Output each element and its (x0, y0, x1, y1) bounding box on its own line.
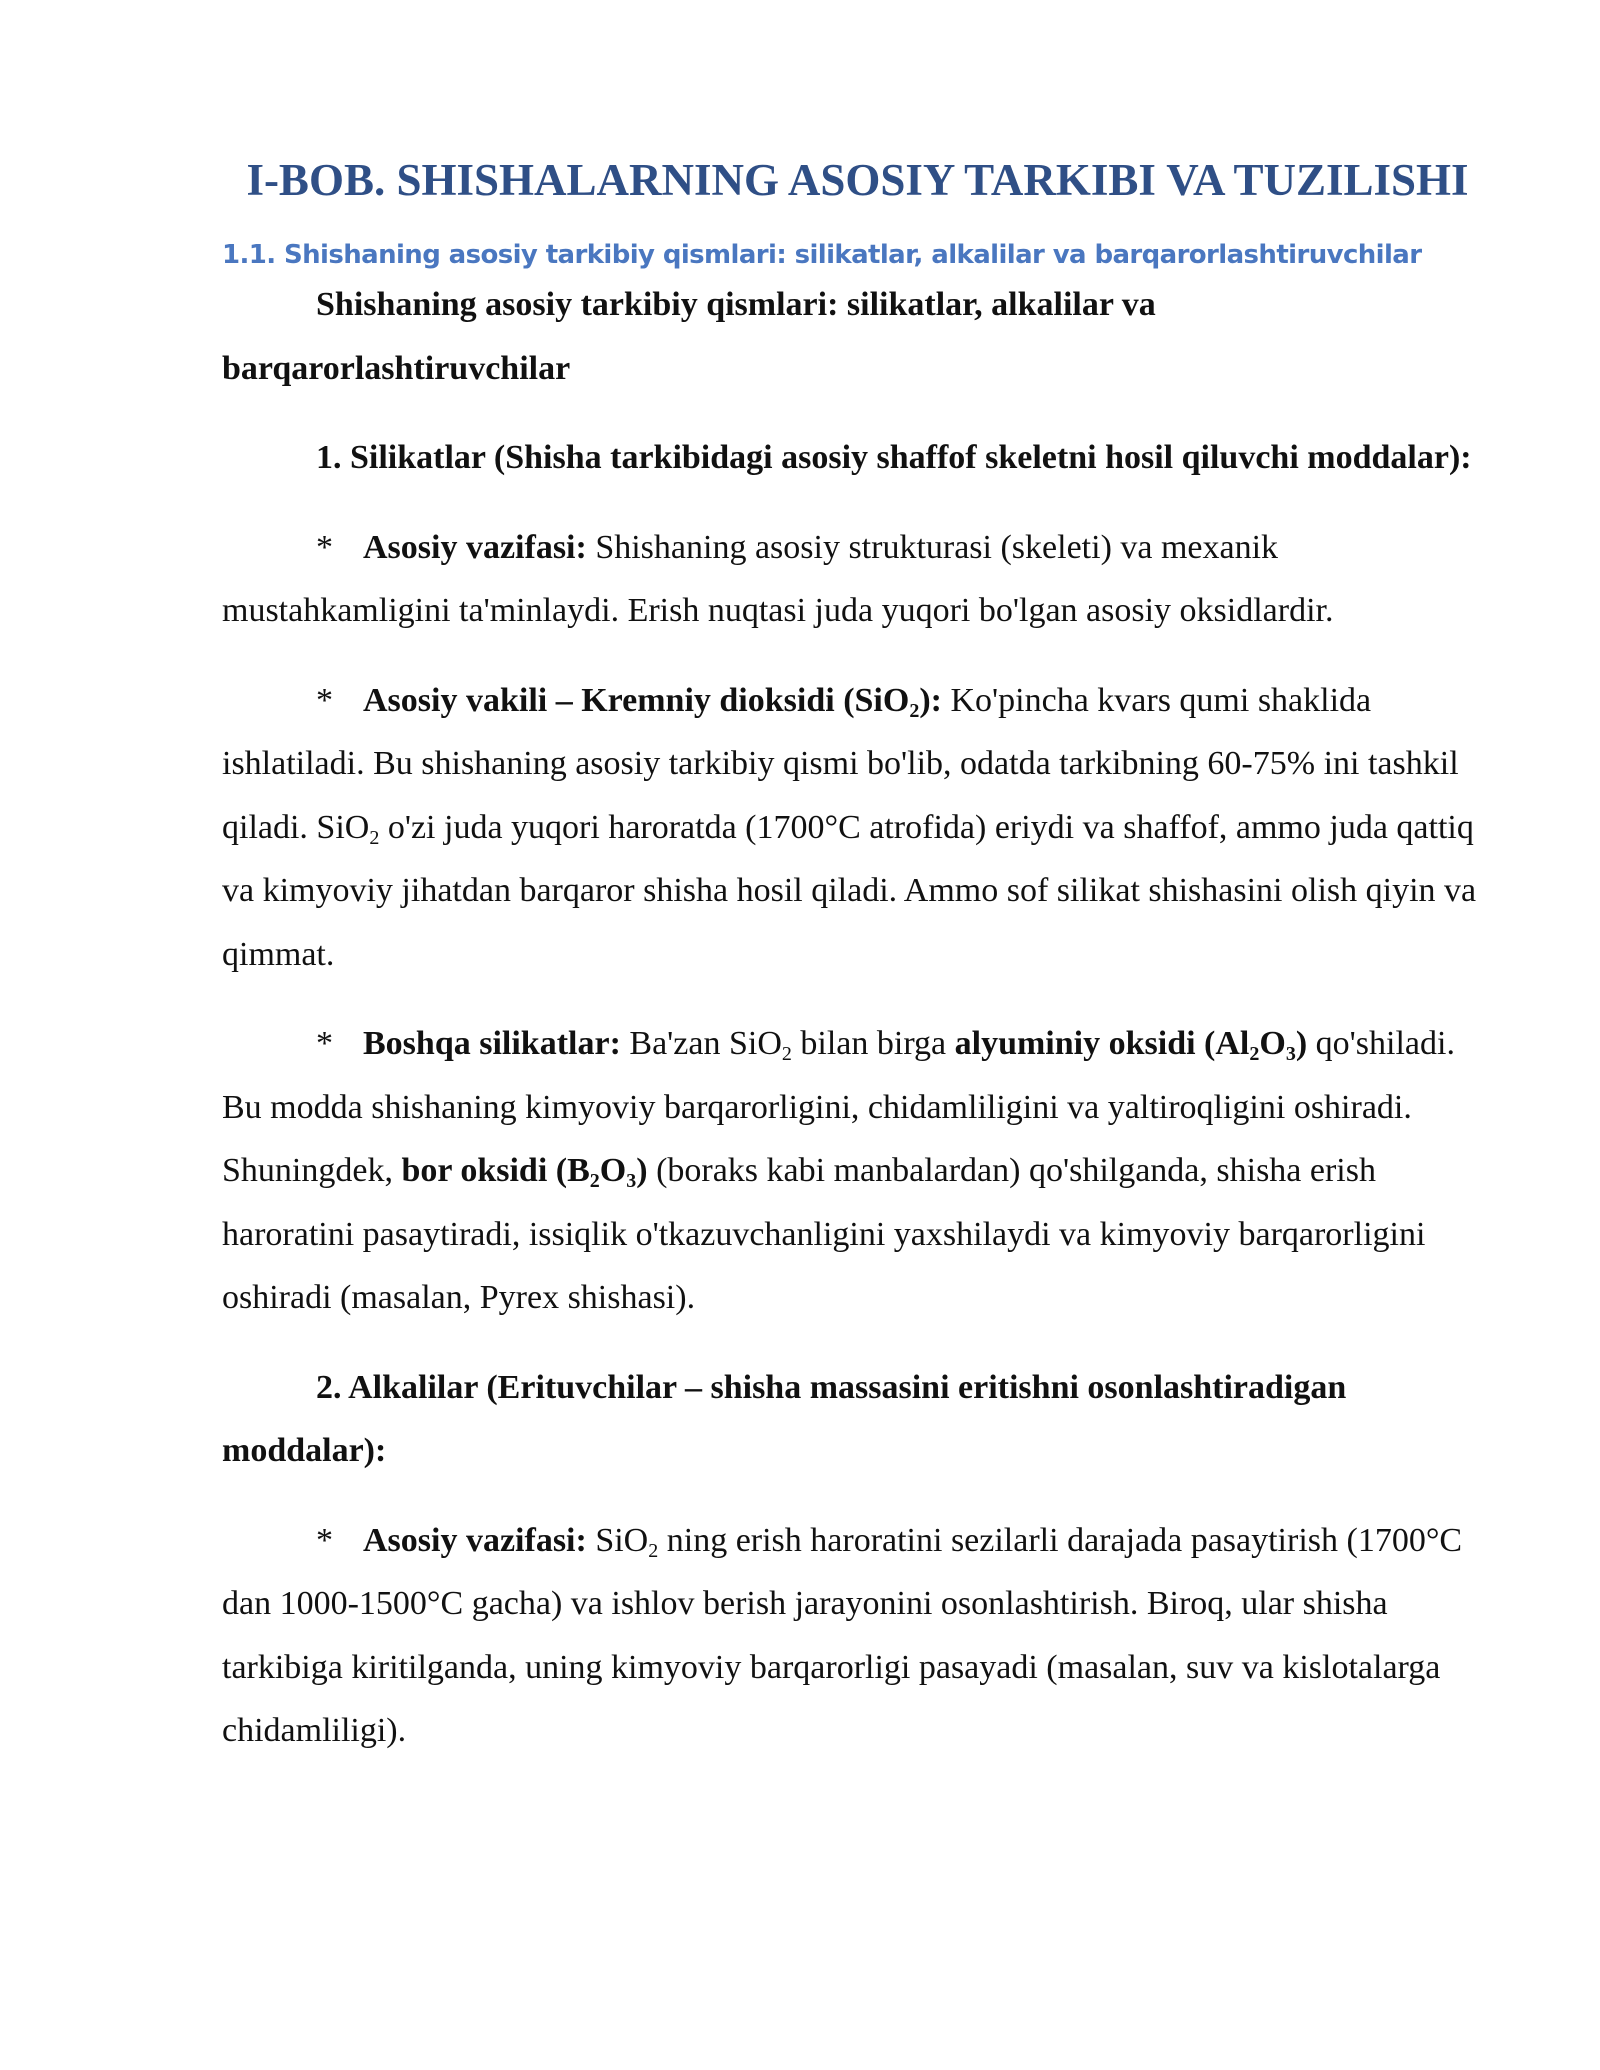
bullet-marker: * (316, 681, 333, 719)
silikatlar-bullet-vazifasi (222, 516, 1478, 643)
alkalilar-heading: 2. Alkalilar (Erituvchilar – shisha massasini eritishni osonlashtiradigan moddalar): (222, 1368, 1347, 1469)
silikatlar-bullet-boshqa (222, 1012, 1478, 1330)
bullet-marker: * (316, 1025, 333, 1062)
bullet-text: Ba'zan SiO$_2$ bilan birga alyuminiy oksidi $(Al_2O_3)$ qo'shiladi. Bu modda shishaning kimyoviy barqarorligini, chidamliligini va yaltiroqligini oshiradi. Shuningdek, bor oksidi $(B_2O_3)$ (boraks kabi manbalardan) qo'shilganda, shisha erish haroratini pasaytiradi, issiqlik o'tkazuvchanligini yaxshilaydi va kimyoviy barqarorligini oshiradi (masalan, Pyrex shishasi). (222, 1025, 1455, 1316)
intro-heading: Shishaning asosiy tarkibiy qismlari: silikatlar, alkalilar va barqarorlashtiruvchilar (222, 286, 1156, 387)
bullet-text: Ko'pincha kvars qumi shaklida ishlatiladi. Bu shishaning asosiy tarkibiy qismi bo'lib, odatda tarkibning 60-75% ini tashkil qiladi. SiO$_2$ o'zi juda yuqori haroratda (1700°C atrofida) eriydi va shaffof, ammo juda qattiq va kimyoviy jihatdan barqaror shisha hosil qiladi. Ammo sof silikat shishasini olish qiyin va qimmat. (222, 681, 1477, 973)
bullet-marker: * (316, 528, 333, 566)
bullet-text: Shishaning asosiy strukturasi (skeleti) va mexanik mustahkamligini ta'minlaydi. Erish nuqtasi juda yuqori bo'lgan asosiy oksidlardir. (222, 528, 1334, 629)
alumina-term: alyuminiy oksidi $(Al_2O_3)$ (954, 1025, 1308, 1065)
bullet-label: Boshqa silikatlar: (363, 1025, 621, 1062)
alkalilar-bullet-vazifasi (222, 1509, 1478, 1763)
page-content (222, 148, 1478, 1763)
silikatlar-heading: 1. Silikatlar (Shisha tarkibidagi asosiy shaffof skeletni hosil qiluvchi moddalar): (316, 439, 1472, 476)
bullet-label: Asosiy vazifasi: (363, 1521, 587, 1559)
bullet-marker: * (316, 1521, 333, 1559)
bullet-text: SiO$_2$ ning erish haroratini sezilarli darajada pasaytirish (1700°C dan 1000-1500°C gacha) va ishlov berish jarayonini osonlashtirish. Biroq, ular shisha tarkibiga kiritilganda, uning kimyoviy barqarorligi pasayadi (masalan, suv va kislotalarga chidamliligi). (222, 1521, 1463, 1749)
silikatlar-bullet-vakili (222, 669, 1478, 987)
bullet-label: Asosiy vazifasi: (363, 528, 587, 566)
section-heading: 1.1. Shishaning asosiy tarkibiy qismlari: silikatlar, alkalilar va barqarorlashtiruvchilar (222, 240, 1422, 270)
boron-oxide-term: bor oksidi $(B_2O_3)$ (401, 1152, 648, 1192)
chapter-title: I-BOB. SHISHALARNING ASOSIY TARKIBI VA TUZILISHI (246, 155, 1469, 205)
bullet-label: Asosiy vakili – Kremniy dioksidi (SiO$_2$): (363, 681, 942, 722)
